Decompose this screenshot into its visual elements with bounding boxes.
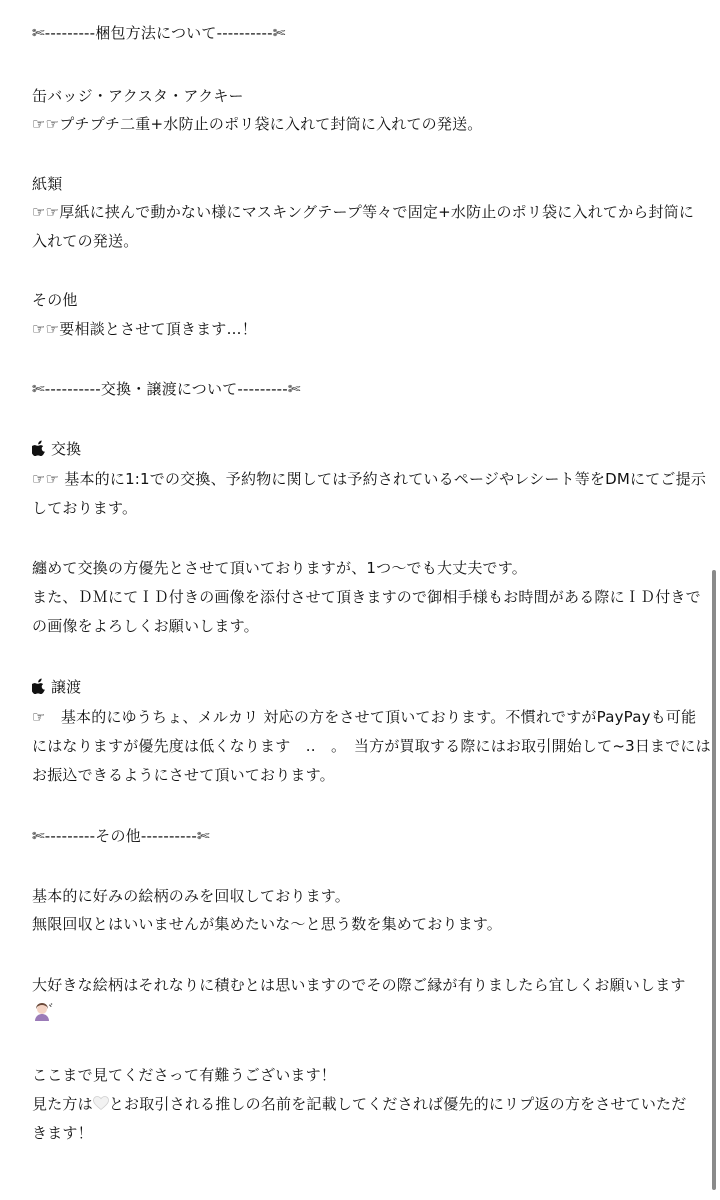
cat1-body: ☞☞プチプチ二重+水防止のポリ袋に入れて封筒に入れての発送。 bbox=[32, 115, 483, 133]
cat2-body-2: 入れての発送。 bbox=[32, 232, 139, 250]
other-p2-1: 大好きな絵柄はそれなりに積むとは思いますのでその際ご縁が有りましたら宜しくお願いします bbox=[32, 976, 686, 994]
other-p3-2a: 見た方は bbox=[32, 1095, 93, 1113]
exchange-note-3: の画像をよろしくお願いします。 bbox=[32, 617, 259, 635]
exchange-title: 交換 bbox=[50, 440, 82, 458]
vertical-scrollbar[interactable] bbox=[712, 570, 716, 1190]
other-p1-2: 無限回収とはいいませんが集めたいな～と思う数を集めております。 bbox=[32, 915, 503, 933]
apple-icon bbox=[32, 678, 51, 696]
exchange-note-2: また、ＤＭにてＩＤ付きの画像を添付させて頂きますので御相手様もお時間がある際にＩＤ付きで bbox=[32, 588, 701, 606]
person-bowing-icon bbox=[32, 1001, 54, 1023]
other-p1-1: 基本的に好みの絵柄のみを回収しております。 bbox=[32, 887, 351, 905]
other-p3-1: ここまで見てくださって有難うございます！ bbox=[32, 1066, 337, 1084]
transfer-title: 譲渡 bbox=[50, 678, 82, 696]
transfer-title-row bbox=[32, 675, 692, 699]
apple-icon bbox=[32, 440, 51, 458]
other-p3-3: きます！ bbox=[32, 1124, 93, 1142]
exchange-body-1: ☞☞ 基本的に1:1での交換、予約物に関しては予約されているページやレシート等をDMにてご提示 bbox=[32, 470, 707, 488]
exchange-note-1: 纏めて交換の方優先とさせて頂いておりますが、1つ～でも大丈夫です。 bbox=[32, 559, 527, 577]
packing-header: ✄---------梱包方法について----------✄ bbox=[32, 24, 286, 42]
cat3-body: ☞☞要相談とさせて頂きます…！ bbox=[32, 320, 257, 338]
transfer-body-3: お振込できるようにさせて頂いております。 bbox=[32, 766, 335, 784]
cat2-body-1: ☞☞厚紙に挟んで動かない様にマスキングテープ等々で固定+水防止のポリ袋に入れてから封筒に bbox=[32, 203, 695, 221]
other-p2-emoji-row bbox=[32, 1001, 692, 1026]
transfer-body-2: にはなりますが優先度は低くなります ‥ 。 当方が買取する際にはお取引開始して~3日までには bbox=[32, 737, 711, 755]
cat3-title: その他 bbox=[32, 291, 78, 309]
white-heart-icon bbox=[93, 1095, 109, 1113]
exchange-header: ✄----------交換・譲渡について---------✄ bbox=[32, 380, 301, 398]
cat1-title: 缶バッジ・アクスタ・アクキー bbox=[32, 87, 244, 105]
exchange-body-2: しております。 bbox=[32, 499, 138, 517]
other-p3-2-row bbox=[32, 1092, 692, 1116]
other-p3-2b: とお取引される推しの名前を記載してくだされば優先的にリプ返の方をさせていただ bbox=[108, 1095, 687, 1113]
exchange-title-row bbox=[32, 437, 692, 461]
transfer-body-1: ☞ 基本的にゆうちょ、メルカリ 対応の方をさせて頂いております。不慣れですがPayPayも可能 bbox=[32, 708, 697, 726]
other-header: ✄---------その他----------✄ bbox=[32, 827, 210, 845]
cat2-title: 紙類 bbox=[32, 175, 63, 193]
